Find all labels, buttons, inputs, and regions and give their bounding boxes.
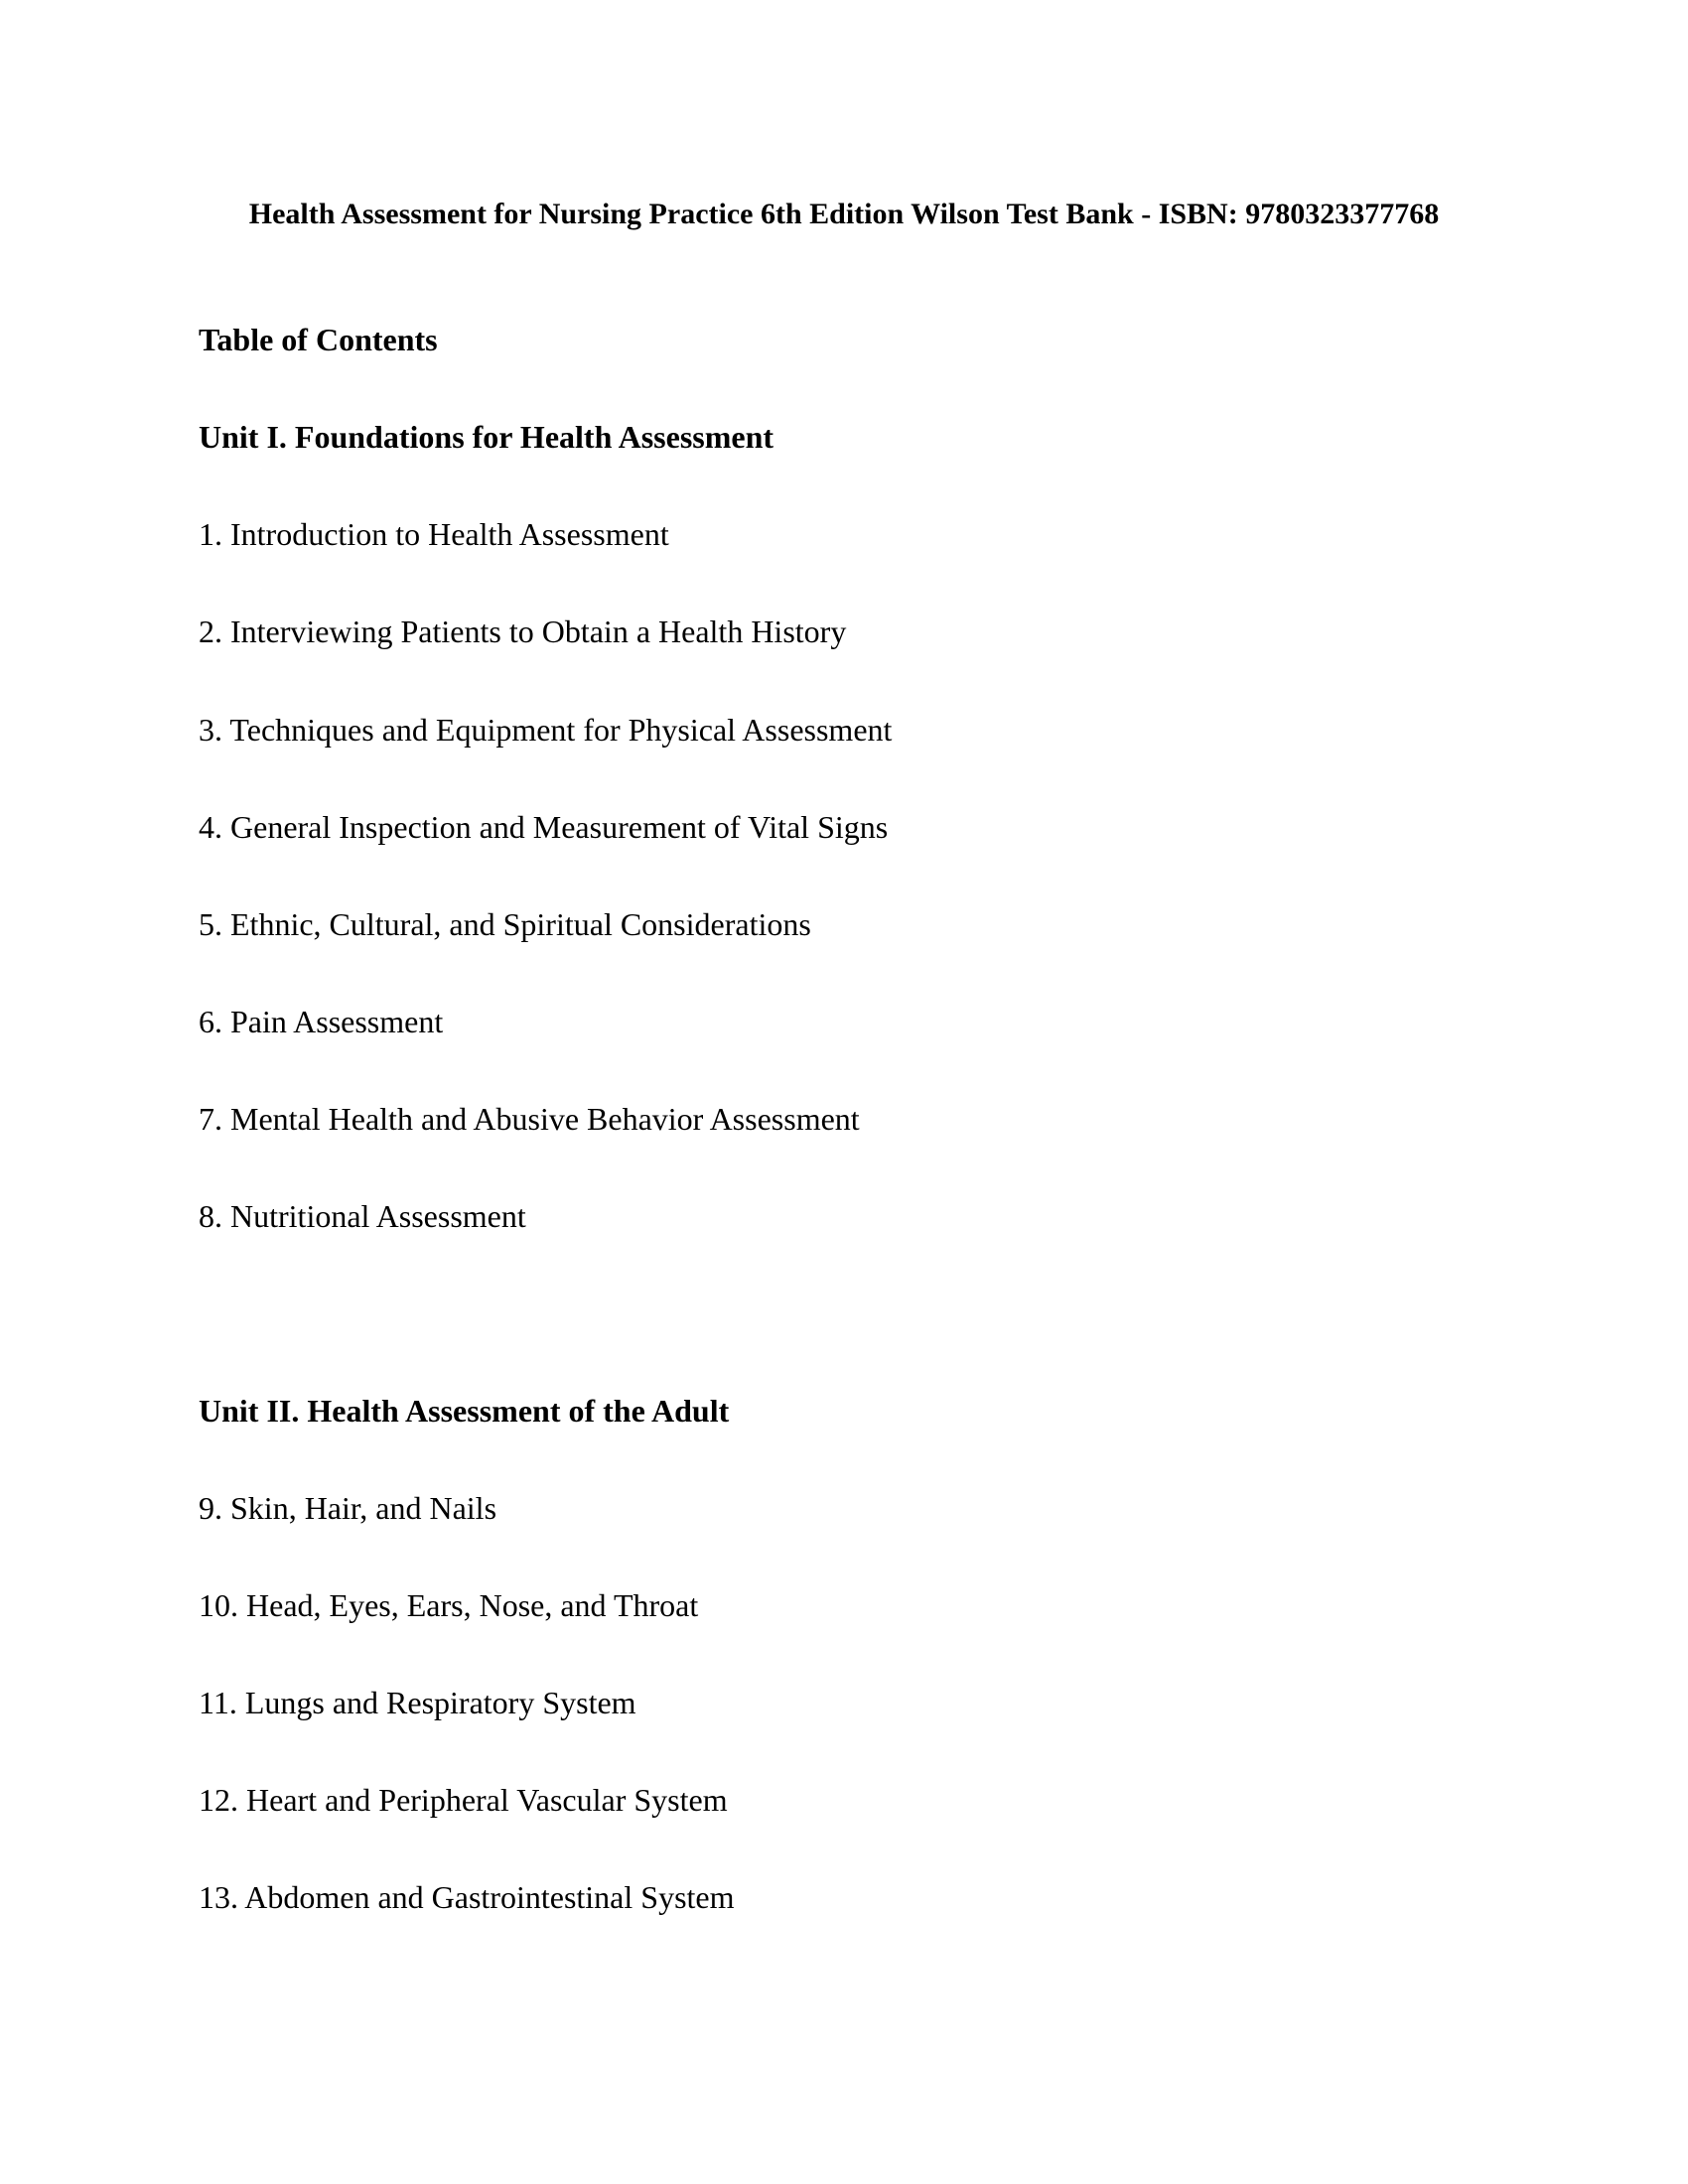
toc-entry: 13. Abdomen and Gastrointestinal System <box>199 1879 735 1915</box>
toc-entry: 7. Mental Health and Abusive Behavior Assessment <box>199 1101 860 1137</box>
toc-entry: 8. Nutritional Assessment <box>199 1198 526 1234</box>
unit-heading: Unit I. Foundations for Health Assessment <box>199 419 774 455</box>
document-title: Health Assessment for Nursing Practice 6th Edition Wilson Test Bank - ISBN: 9780323377768 <box>248 198 1440 230</box>
toc-entry: 5. Ethnic, Cultural, and Spiritual Considerations <box>199 906 811 942</box>
toc-entry: 3. Techniques and Equipment for Physical Assessment <box>199 712 893 748</box>
toc-entry: 2. Interviewing Patients to Obtain a Health History <box>199 614 847 649</box>
toc-entry: 11. Lungs and Respiratory System <box>199 1685 636 1720</box>
toc-entry: 4. General Inspection and Measurement of Vital Signs <box>199 809 889 845</box>
toc-entry: 6. Pain Assessment <box>199 1004 444 1039</box>
toc-entry: 12. Heart and Peripheral Vascular System <box>199 1782 728 1818</box>
toc-entry: 10. Head, Eyes, Ears, Nose, and Throat <box>199 1587 699 1623</box>
toc-heading: Table of Contents <box>199 322 438 357</box>
unit-heading: Unit II. Health Assessment of the Adult <box>199 1393 730 1429</box>
toc-entry: 9. Skin, Hair, and Nails <box>199 1490 497 1526</box>
toc-entry: 1. Introduction to Health Assessment <box>199 516 669 552</box>
